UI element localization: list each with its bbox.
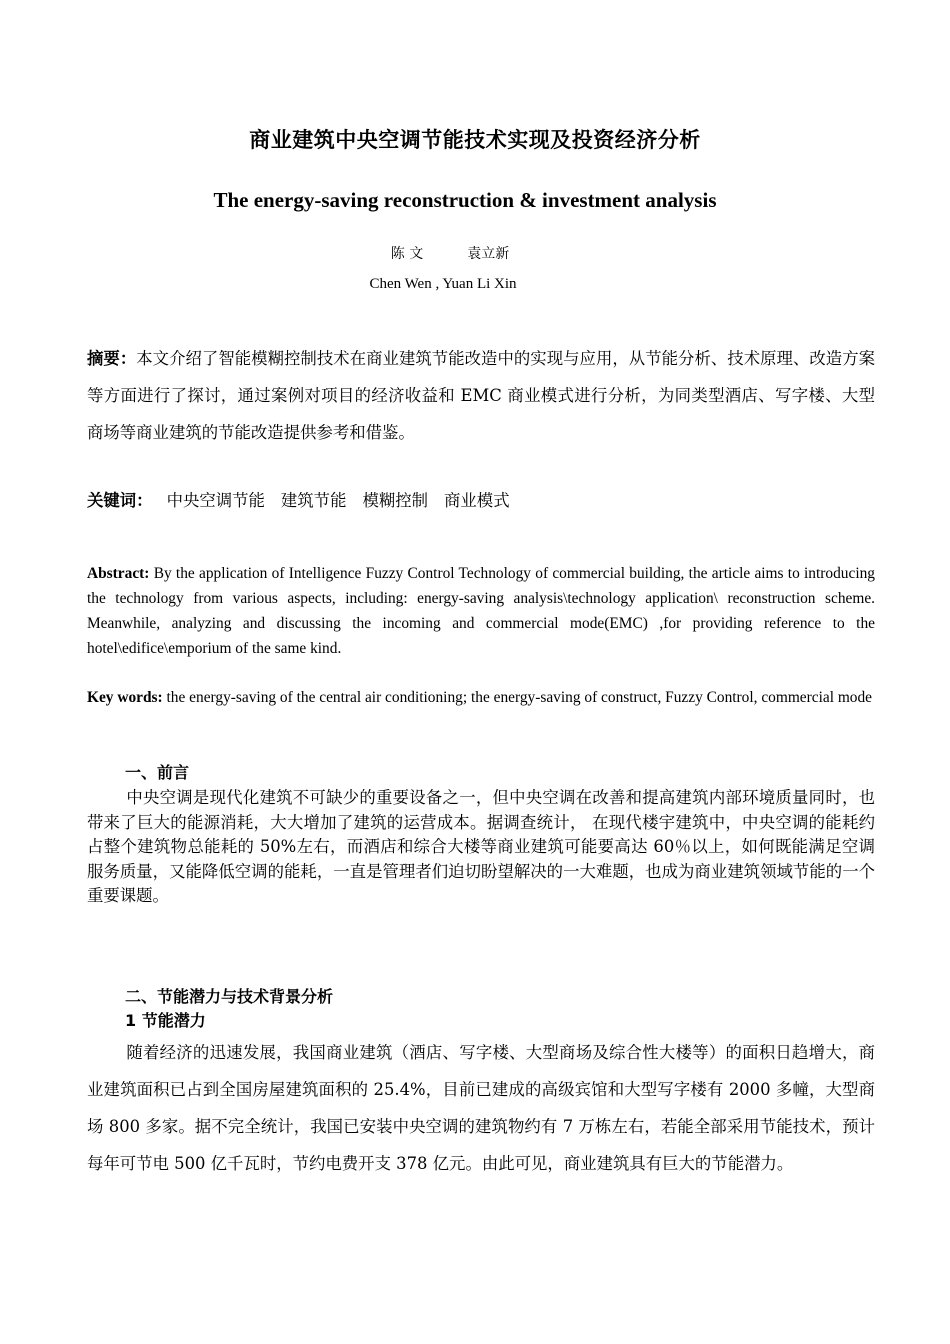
keyword-item: 模糊控制 bbox=[362, 491, 429, 510]
author-1-chinese: 陈 文 bbox=[390, 246, 424, 262]
section-1-body: 中央空调是现代化建筑不可缺少的重要设备之一，但中央空调在改善和提高建筑内部环境质量同时，也带来了巨大的能源消耗，大大增加了建筑的运营成本。据调查统计， 在现代楼宇建筑中，中央空调的能耗约占整个建筑物总能耗的 50%左右，而酒店和综合大楼等商业建筑可能要高达 60％以上，如何既能满足空调服务质量，又能降低空调的能耗，一直是管理者们迫切盼望解决的一大难题，也成为商业建筑领域节能的一个重要课题。 bbox=[87, 788, 875, 905]
keywords-english-label: Key words: bbox=[87, 689, 163, 706]
abstract-english-label: Abstract: bbox=[87, 565, 150, 582]
paper-title-english: The energy-saving reconstruction & investment analysis bbox=[213, 188, 717, 212]
keywords-english bbox=[87, 685, 875, 710]
abstract-chinese-text: 本文介绍了智能模糊控制技术在商业建筑节能改造中的实现与应用，从节能分析、技术原理、改造方案等方面进行了探讨，通过案例对项目的经济收益和 EMC 商业模式进行分析，为同类型酒店、写字楼、大型商场等商业建筑的节能改造提供参考和借鉴。 bbox=[87, 349, 876, 442]
paper-title-chinese: 商业建筑中央空调节能技术实现及投资经济分析 bbox=[249, 128, 701, 152]
keywords-chinese bbox=[87, 488, 875, 514]
keyword-item: 建筑节能 bbox=[280, 491, 347, 510]
section-2-body: 随着经济的迅速发展，我国商业建筑（酒店、写字楼、大型商场及综合性大楼等）的面积日趋增大，商业建筑面积已占到全国房屋建筑面积的 25.4%，目前已建成的高级宾馆和大型写字楼有 2000 多幢，大型商场 800 多家。据不完全统计，我国已安装中央空调的建筑物约有 7 万栋左右，若能全部采用节能技术，预计每年可节电 500 亿千瓦时，节约电费开支 378 亿元。由此可见，商业建筑具有巨大的节能潜力。 bbox=[87, 1043, 875, 1173]
section-1-heading: 一、前言 bbox=[125, 763, 190, 782]
abstract-english-text: By the application of Intelligence Fuzzy Control Technology of commercial building, the article aims to introducing the technology from various aspects, including: energy-saving analysis\technology application\ reconstruction scheme. Meanwhile, analyzing and discussing the incoming and commercial mode(EMC) ,for providing reference to the hotel\edifice\emporium of the same kind. bbox=[87, 565, 875, 657]
authors-chinese bbox=[0, 243, 900, 263]
section-2-heading: 二、节能潜力与技术背景分析 bbox=[125, 987, 334, 1006]
keywords-english-text: the energy-saving of the central air conditioning; the energy-saving of construct, Fuzzy Control, commercial mode bbox=[166, 689, 873, 706]
authors-english: Chen Wen , Yuan Li Xin bbox=[369, 276, 517, 292]
keywords-chinese-label: 关键词： bbox=[87, 491, 153, 510]
section-2-subheading: 1 节能潜力 bbox=[125, 1011, 206, 1030]
abstract-chinese-label: 摘要： bbox=[87, 349, 137, 368]
author-2-chinese: 袁立新 bbox=[467, 246, 510, 262]
keyword-item: 中央空调节能 bbox=[166, 491, 265, 510]
abstract-english bbox=[87, 561, 875, 661]
keyword-item: 商业模式 bbox=[444, 491, 510, 510]
abstract-chinese bbox=[87, 340, 875, 451]
